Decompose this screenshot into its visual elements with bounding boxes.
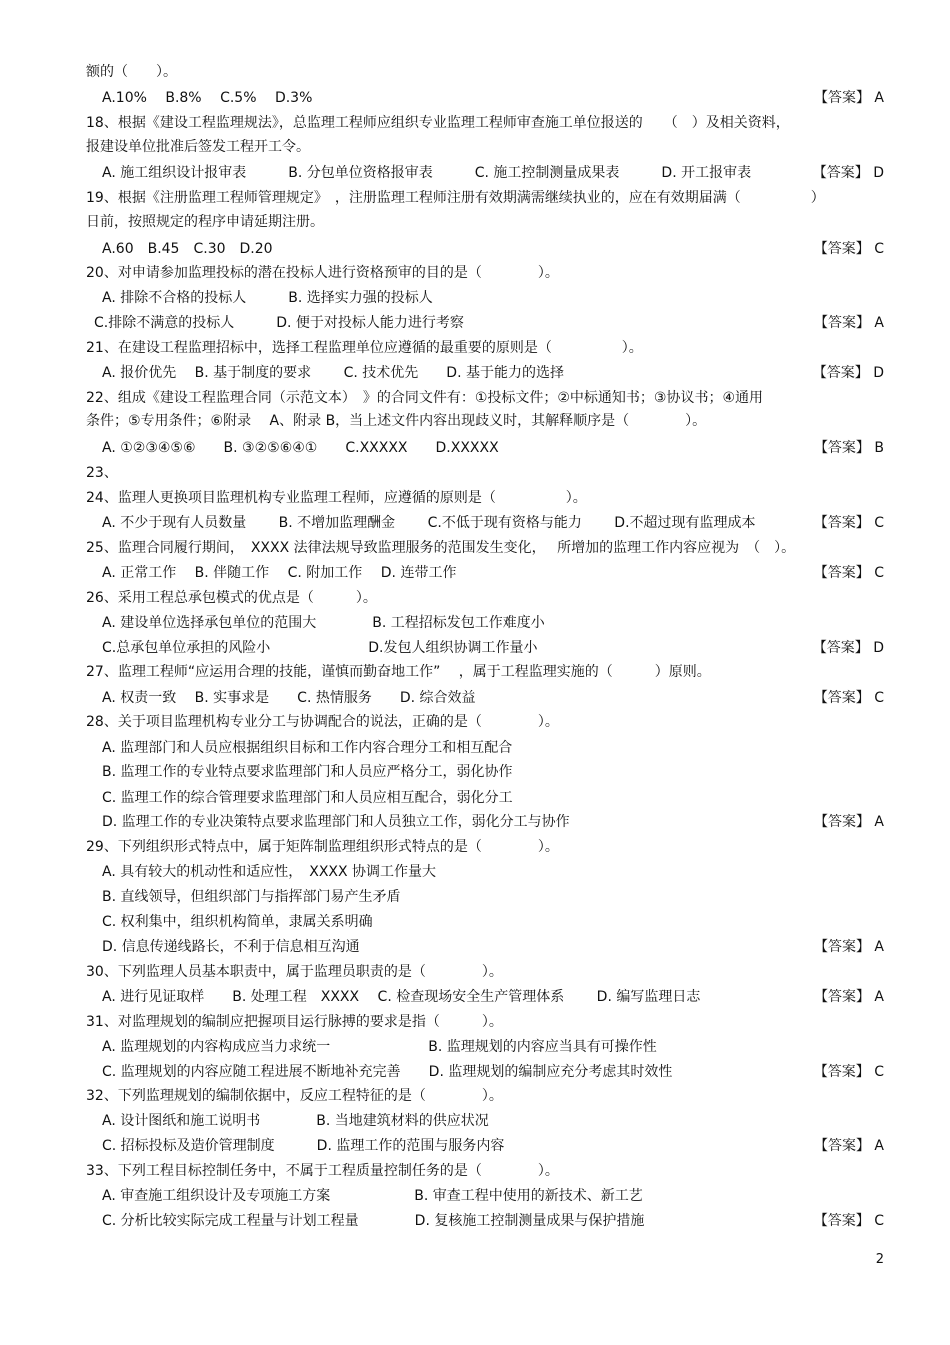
q21-options: A. 报价优先 B. 基于制度的要求 C. 技术优先 D. 基于能力的选择 <box>102 365 564 381</box>
q25-options: A. 正常工作 B. 伴随工作 C. 附加工作 D. 连带工作 <box>102 565 457 581</box>
answer-q24: 【答案】 C <box>813 515 884 531</box>
q28-stem: 28、关于项目监理机构专业分工与协调配合的说法，正确的是（ ）。 <box>86 714 559 730</box>
q17-tail-line: 额的（ ）。 <box>86 64 177 80</box>
answer-q27: 【答案】 C <box>813 690 884 706</box>
q28-option-d: D. 监理工作的专业决策特点要求监理部门和人员独立工作，弱化分工与协作 <box>102 814 570 830</box>
answer-q31: 【答案】 C <box>813 1064 884 1080</box>
q18-stem-1: 18、根据《建设工程监理规法》，总监理工程师应组织专业监理工程师审查施工单位报送的 （ ）及相关资料， <box>86 115 790 131</box>
q30-options: A. 进行见证取样 B. 处理工程 XXXX C. 检查现场安全生产管理体系 D. 编写监理日志 <box>102 989 701 1005</box>
q33-stem: 33、下列工程目标控制任务中，不属于工程质量控制任务的是（ ）。 <box>86 1163 559 1179</box>
answer-q22: 【答案】 B <box>813 440 884 456</box>
q28-option-b: B. 监理工作的专业特点要求监理部门和人员应严格分工，弱化协作 <box>102 764 513 780</box>
page-number: 2 <box>875 1252 884 1267</box>
answer-q33: 【答案】 C <box>813 1213 884 1229</box>
answer-q28: 【答案】 A <box>813 814 884 830</box>
q20-stem: 20、对申请参加监理投标的潜在投标人进行资格预审的目的是（ ）。 <box>86 265 559 281</box>
q20-options-1: A. 排除不合格的投标人 B. 选择实力强的投标人 <box>102 290 433 306</box>
answer-q25: 【答案】 C <box>813 565 884 581</box>
q22-options: A. ①②③④⑤⑥ B. ③②⑤⑥④① C.XXXXX D.XXXXX <box>102 440 499 456</box>
q24-options: A. 不少于现有人员数量 B. 不增加监理酬金 C.不低于现有资格与能力 D.不超过现有监理成本 <box>102 515 756 531</box>
q22-stem-1: 22、组成《建设工程监理合同（示范文本） 》的合同文件有：①投标文件；②中标通知书；③协议书；④通用 <box>86 390 764 406</box>
answer-q19: 【答案】 C <box>813 241 884 257</box>
answer-q20: 【答案】 A <box>813 315 884 331</box>
answer-q26: 【答案】 D <box>812 640 884 656</box>
q33-options-2: C. 分析比较实际完成工程量与计划工程量 D. 复核施工控制测量成果与保护措施 <box>102 1213 645 1229</box>
q17-options: A.10% B.8% C.5% D.3% <box>102 90 313 106</box>
q24-stem: 24、监理人更换项目监理机构专业监理工程师，应遵循的原则是（ ）。 <box>86 490 587 506</box>
q31-options-2: C. 监理规划的内容应随工程进展不断地补充完善 D. 监理规划的编制应充分考虑其时效性 <box>102 1064 673 1080</box>
q18-stem-2: 报建设单位批准后签发工程开工令。 <box>86 139 310 155</box>
answer-q30: 【答案】 A <box>813 989 884 1005</box>
q32-stem: 32、下列监理规划的编制依据中，反应工程特征的是（ ）。 <box>86 1088 503 1104</box>
q25-stem: 25、监理合同履行期间， XXXX 法律法规导致监理服务的范围发生变化， 所增加的监理工作内容应视为 （ ）。 <box>86 540 796 556</box>
q27-options: A. 权责一致 B. 实事求是 C. 热情服务 D. 综合效益 <box>102 690 476 706</box>
q32-options-1: A. 设计图纸和施工说明书 B. 当地建筑材料的供应状况 <box>102 1113 489 1129</box>
q18-options: A. 施工组织设计报审表 B. 分包单位资格报审表 C. 施工控制测量成果表 D. 开工报审表 <box>102 165 752 181</box>
answer-q17: 【答案】 A <box>813 90 884 106</box>
answer-q18: 【答案】 D <box>812 165 884 181</box>
q29-option-d: D. 信息传递线路长，不利于信息相互沟通 <box>102 939 360 955</box>
q19-stem-1: 19、根据《注册监理工程师管理规定》 ，注册监理工程师注册有效期满需继续执业的，应在有效期届满（ ） <box>86 190 825 206</box>
q29-stem: 29、下列组织形式特点中，属于矩阵制监理组织形式特点的是（ ）。 <box>86 839 559 855</box>
q29-option-b: B. 直线领导，但组织部门与指挥部门易产生矛盾 <box>102 889 401 905</box>
q27-stem: 27、监理工程师“应运用合理的技能，谨慎而勤奋地工作” ，属于工程监理实施的（ ）原则。 <box>86 664 711 680</box>
q20-options-2: C.排除不满意的投标人 D. 便于对投标人能力进行考察 <box>94 315 464 331</box>
q26-options-2: C.总承包单位承担的风险小 D.发包人组织协调工作量小 <box>102 640 538 656</box>
q22-stem-2: 条件；⑤专用条件；⑥附录 A、附录 B，当上述文件内容出现歧义时，其解释顺序是（ ）。 <box>86 413 707 429</box>
q31-options-1: A. 监理规划的内容构成应当力求统一 B. 监理规划的内容应当具有可操作性 <box>102 1039 657 1055</box>
q19-options: A.60 B.45 C.30 D.20 <box>102 241 273 257</box>
q32-options-2: C. 招标投标及造价管理制度 D. 监理工作的范围与服务内容 <box>102 1138 505 1154</box>
q21-stem: 21、在建设工程监理招标中，选择工程监理单位应遵循的最重要的原则是（ ）。 <box>86 340 643 356</box>
q29-option-a: A. 具有较大的机动性和适应性， XXXX 协调工作量大 <box>102 864 437 880</box>
q26-stem: 26、采用工程总承包模式的优点是（ ）。 <box>86 590 377 606</box>
q28-option-a: A. 监理部门和人员应根据组织目标和工作内容合理分工和相互配合 <box>102 740 513 756</box>
answer-q32: 【答案】 A <box>813 1138 884 1154</box>
q23-stem: 23、 <box>86 465 118 481</box>
q33-options-1: A. 审查施工组织设计及专项施工方案 B. 审查工程中使用的新技术、新工艺 <box>102 1188 643 1204</box>
q19-stem-2: 日前，按照规定的程序申请延期注册。 <box>86 214 324 230</box>
q30-stem: 30、下列监理人员基本职责中，属于监理员职责的是（ ）。 <box>86 964 503 980</box>
q28-option-c: C. 监理工作的综合管理要求监理部门和人员应相互配合，弱化分工 <box>102 790 513 806</box>
q31-stem: 31、对监理规划的编制应把握项目运行脉搏的要求是指（ ）。 <box>86 1014 503 1030</box>
q29-option-c: C. 权利集中，组织机构简单，隶属关系明确 <box>102 914 373 930</box>
answer-q29: 【答案】 A <box>813 939 884 955</box>
q26-options-1: A. 建设单位选择承包单位的范围大 B. 工程招标发包工作难度小 <box>102 615 545 631</box>
answer-q21: 【答案】 D <box>812 365 884 381</box>
